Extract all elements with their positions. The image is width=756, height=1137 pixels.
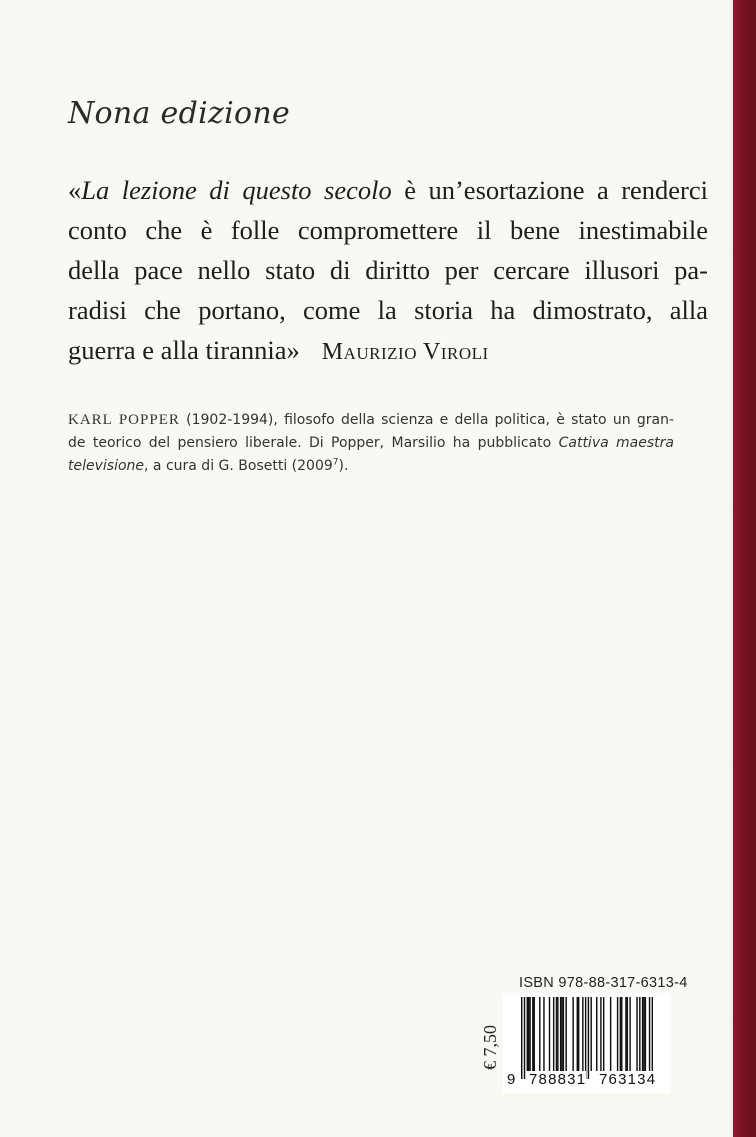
barcode-bar [649, 997, 650, 1079]
quote-line-1: «La lezione di questo secolo è un’esortazione a renderci [68, 175, 708, 205]
author-name: KARL POPPER [68, 412, 180, 428]
barcode-digits [503, 1071, 671, 1091]
author-bio [68, 409, 674, 478]
barcode-bar [582, 997, 583, 1071]
barcode-bar [560, 997, 561, 1071]
book-title-cont: televisione [68, 458, 145, 474]
bio-line-2: de teorico del pensiero liberale. Di Popper, Marsilio ha pubblicato Cattiva maestra [68, 435, 674, 451]
quote-line-3: della pace nello stato di diritto per cercare illusori pa- [68, 255, 708, 285]
barcode-bar [645, 997, 646, 1071]
bio-line-1: KARL POPPER (1902-1994), filosofo della scienza e della politica, è stato un gran- [68, 412, 674, 428]
barcode-bar [556, 997, 557, 1071]
barcode-bar [524, 997, 525, 1079]
book-title: Cattiva maestra [558, 435, 674, 451]
blurb-quote [68, 170, 708, 372]
barcode-bar [610, 997, 611, 1071]
barcode-bar [588, 997, 589, 1079]
barcode-bar [543, 997, 544, 1071]
barcode-bar [625, 997, 626, 1071]
book-spine [733, 0, 756, 1137]
quote-line-4: radisi che portano, come la storia ha dimostrato, alla [68, 295, 708, 325]
barcode-bar [639, 997, 640, 1071]
barcode-bar [561, 997, 562, 1071]
barcode-bar [534, 997, 535, 1071]
bio-line-3: televisione, a cura di G. Bosetti (2009$^7$). [68, 457, 349, 474]
barcode-group-right: 763134 [599, 1071, 657, 1088]
quote-line-2: conto che è folle compromettere il bene inestimabile [68, 215, 708, 245]
isbn-number: ISBN 978-88-317-6313-4 [519, 975, 688, 991]
barcode-bar [529, 997, 530, 1071]
barcode [503, 993, 671, 1093]
barcode-digit-first: 9 [507, 1071, 516, 1088]
barcode-bar [585, 997, 586, 1079]
price-label: € 7,50 [480, 1025, 500, 1070]
quote-author: Maurizio Viroli [321, 339, 489, 365]
barcode-bar [539, 997, 540, 1071]
barcode-bar [532, 997, 533, 1071]
barcode-bar [578, 997, 579, 1071]
barcode-bar [636, 997, 637, 1071]
quote-line-5: guerra e alla tirannia» Maurizio Viroli [68, 335, 489, 365]
barcode-bar [549, 997, 550, 1071]
barcode-bar [565, 997, 566, 1071]
barcode-bar [600, 997, 601, 1071]
barcode-bar [557, 997, 558, 1071]
quoted-book-title: La lezione di questo secolo [81, 175, 392, 205]
barcode-bar [553, 997, 554, 1071]
barcode-bars [521, 997, 653, 1079]
barcode-bar [596, 997, 597, 1071]
barcode-bar [572, 997, 573, 1071]
barcode-bar [629, 997, 630, 1071]
barcode-bar [652, 997, 653, 1079]
barcode-bar [642, 997, 643, 1071]
barcode-group-left: 788831 [529, 1071, 587, 1088]
barcode-bar [563, 997, 564, 1071]
barcode-bar [627, 997, 628, 1071]
edition-label: Nona edizione [68, 96, 291, 131]
barcode-bar [643, 997, 644, 1071]
barcode-bar [620, 997, 621, 1071]
barcode-bar [617, 997, 618, 1071]
barcode-bar [528, 997, 529, 1071]
barcode-bar [577, 997, 578, 1071]
barcode-bar [521, 997, 522, 1079]
barcode-bar [603, 997, 604, 1071]
barcode-bar [527, 997, 528, 1071]
edition-superscript: 7 [332, 457, 339, 468]
barcode-bar [590, 997, 591, 1071]
barcode-bar [621, 997, 622, 1071]
